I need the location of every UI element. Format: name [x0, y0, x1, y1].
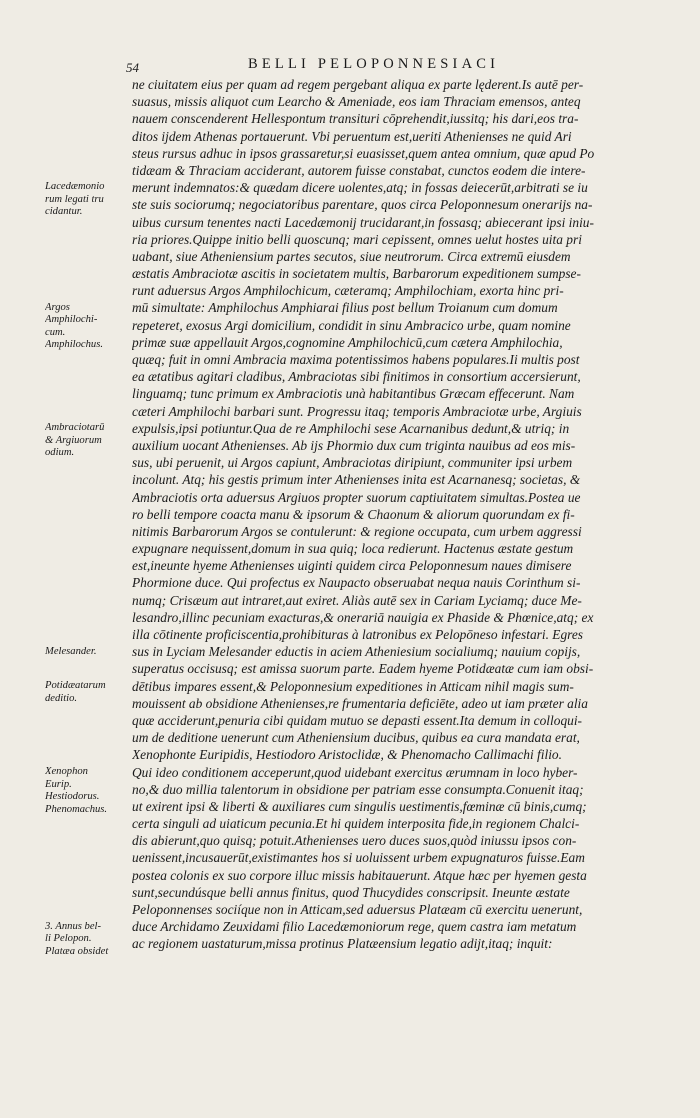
- marginal-note-line: & Argiuorum: [45, 434, 102, 446]
- marginal-note-line: Eurip.: [45, 778, 72, 790]
- text-line: dis abierunt,quo quisq; potuit.Athenienses uero duces suos,quòd iniussu ipsos con-: [132, 833, 577, 849]
- marginal-note-line: li Pelopon.: [45, 933, 92, 945]
- text-line: illa cōtinente proficiscentia,prohibituras à latronibus ex Pelopōneso infestari. Egres: [132, 627, 584, 642]
- text-line: steus rursus adhuc in ipsos grassaretur,si euasisset,quem antea omnium, quæ apud Po: [132, 145, 595, 161]
- text-line: Phormione duce. Qui profectus ex Naupacto obseruabat nequa nauis Corinthum si-: [132, 575, 581, 591]
- text-line: ut exirent ipsi & liberti & auxiliares cum singulis uestimentis,fœminæ cū binis,cumq;: [132, 798, 587, 814]
- text-line: ste suis sociorumq; negociatoribus parentare, quos circa Peloponnesum onerarijs na-: [132, 197, 593, 213]
- text-line: superatus occisusq; est amissa suorum parte. Eadem hyeme Potidæatæ cum iam obsi-: [132, 661, 594, 677]
- text-line: ria priores.Quippe initio belli quoscunq; mari cepissent, omnes uelut hostes uita pri: [132, 231, 582, 247]
- text-line: repeteret, exosus Argi domicilium, condidit in sinu Ambracico urbe, quam nomine: [132, 317, 571, 333]
- text-line: sus in Lyciam Melesander eductis in aciem Atheniesium socialiumq; nauium copijs,: [132, 644, 581, 660]
- marginal-note-line: deditio.: [45, 692, 78, 704]
- marginal-note-line: Hestiodorus.: [45, 791, 100, 803]
- text-line: ac regionem uastaturum,missa protinus Platæensium legatio adijt,itaq; inquit:: [132, 936, 553, 952]
- text-line: postea colonis ex suo corpore illuc missis habitauerunt. Atque hæc per hyemen gesta: [132, 867, 587, 883]
- text-line: nauem conscenderent Hellespontum transituri cōprehendit,iussitq; his dari,eos tra-: [132, 111, 579, 127]
- marginal-note: [45, 680, 131, 705]
- text-line: primæ suæ appellauit Argos,cognomine Amphilochicū,cum cætera Amphilochia,: [132, 334, 563, 350]
- text-line: linguamq; tunc primum ex Ambraciotis unà habitantibus Græcam effecerunt. Nam: [132, 386, 575, 402]
- text-line: merunt indemnatos:& quædam dicere uolentes,atq; in fossas deiecerūt,arbitrati se iu: [132, 180, 588, 196]
- marginal-note-line: Potidæatarum: [45, 680, 106, 691]
- marginal-note-line: Lacedæmonio: [45, 181, 105, 193]
- marginal-note-line: Argos: [45, 301, 70, 313]
- text-line: expugnare nequissent,domum in sua quiq; loca redierunt. Hactenus æstate gestum: [132, 541, 574, 557]
- text-line: suasus, missis aliquot cum Learcho & Ameniade, eos iam Thraciam emensos, anteq: [132, 94, 581, 110]
- text-line: tidæam & Thraciam acciderant, autorem fuisse constabat, cunctos eodem die intere-: [132, 162, 586, 178]
- text-line: duce Archidamo Zeuxidami filio Lacedæmoniorum rege, quem castra iam metatum: [132, 919, 577, 935]
- marginal-note-line: Amphilochi-: [45, 314, 98, 326]
- marginal-note: [45, 302, 131, 352]
- marginal-note-line: 3. Annus bel-: [45, 920, 102, 932]
- marginal-note-line: Ambraciotarū: [45, 422, 105, 433]
- text-line: uenissent,incusauerūt,existimantes hos si uoluissent urbem expugnaturos fuisse.Eam: [132, 850, 585, 866]
- text-line: no,& duo millia talentorum in obsidione per patriam esse consumpta.Conuenit itaq;: [132, 781, 584, 797]
- text-line: certa singuli ad uiaticum pecunia.Et hi quidem interposita fide,in regionem Chalci-: [132, 816, 580, 832]
- text-line: Ambraciotis orta aduersus Argiuos propter suorum captiuitatem simultas.Postea ue: [132, 489, 581, 505]
- text-line: lesandro,illinc pecuniam exacturas,& onerariā nauigia ex Phaside & Phœnice,atq; ex: [132, 609, 594, 625]
- text-line: quæ acciderunt,penuria cibi quidam mutuo se depasti essent.Ita demum in colloqui-: [132, 712, 583, 728]
- text-line: cæteri Amphilochi barbari sunt. Progressu itaq; temporis Ambraciotæ urbe, Argiuis: [132, 403, 582, 419]
- marginal-note: [45, 181, 131, 219]
- marginal-note: [45, 422, 131, 460]
- text-line: sunt,secundúsque belli annus finitus, quod Thucydides conscripsit. Ineunte æstate: [132, 884, 570, 900]
- text-line: um de deditione uenerunt cum Atheniensium ducibus, quibus ea cura mandata erat,: [132, 730, 580, 746]
- marginal-note: [45, 766, 131, 816]
- marginal-note-line: Phenomachus.: [45, 803, 108, 815]
- marginal-note-line: Melesander.: [45, 645, 97, 657]
- text-line: ro belli tempore coacta manu & ipsorum & Chaonum & aliorum quorundam ex fi-: [132, 506, 575, 522]
- text-line: incolunt. Atq; his gestis primum inter Athenienses inita est Acarnanesq; societas, &: [132, 472, 581, 488]
- text-line: ditos ijdem Athenas portauerunt. Vbi peruentum est,ueriti Athenienses ne quid Ari: [132, 128, 572, 144]
- text-line: ne ciuitatem eius per quam ad regem pergebant aliqua ex parte lęderent.Is autē per-: [132, 77, 584, 92]
- text-line: quæq; fuit in omni Ambracia maxima potentissimos habens populares.Ii multis post: [132, 352, 580, 367]
- text-line: Xenophonte Euripidis, Hestiodoro Aristoclidæ, & Phenomacho Callimachi filio.: [132, 747, 562, 763]
- page-number: 54: [126, 60, 139, 75]
- marginal-note-line: Amphilochus.: [45, 339, 103, 351]
- text-line: est,ineunte hyeme Athenienses uiginti quidem circa Peloponnesum naues dimisere: [132, 558, 572, 574]
- text-line: Qui ideo conditionem acceperunt,quod uidebant exercitus ærumnam in loco hyber-: [132, 764, 578, 780]
- marginal-note-line: cum.: [45, 326, 66, 338]
- text-line: uabant, siue Atheniensium partes secutos, siue neutrorum. Circa extremū eiusdem: [132, 248, 571, 264]
- marginal-note-line: Xenophon: [45, 766, 88, 777]
- marginal-note: [45, 646, 131, 659]
- text-line: sus, ubi peruenit, ui Argos capiunt, Ambraciotas diripiunt, communiter ipsi urbem: [132, 455, 573, 471]
- text-line: uibus cursum tenentes nacti Lacedæmonij trucidarant,in fossasq; abiecerant ipsi iniu-: [132, 214, 594, 230]
- marginal-note: [45, 921, 131, 959]
- marginal-note-line: rum legati tru: [45, 193, 104, 205]
- text-line: dētibus impares essent,& Peloponnesium expeditiones in Atticam nihil magis sum-: [132, 678, 574, 694]
- text-line: numq; Crisæum aut intraret,aut exiret. Aliàs autē sex in Cariam Lyciamq; duce Me-: [132, 592, 582, 608]
- text-line: ea ætatibus agitari cladibus, Ambraciotas sibi finitimos in consortium accersierunt,: [132, 369, 581, 385]
- marginal-note-line: odium.: [45, 447, 75, 459]
- text-line: expulsis,ipsi potiuntur.Qua de re Amphilochi sese Acarnanibus dedunt,& utriq; in: [132, 420, 570, 436]
- marginal-note-line: Platæa obsidet: [45, 945, 109, 957]
- text-line: nitimis Barbarorum Argos se contulerunt: & regione occupata, cum urbem aggressi: [132, 523, 582, 539]
- text-line: auxilium uocant Athenienses. Ab ijs Phormio dux cum triginta nauibus ad eos mis-: [132, 437, 576, 453]
- text-line: æstatis Ambraciotæ ascitis in societatem multis, Barbarorum expeditionem sumpse-: [132, 266, 581, 282]
- text-line: mū simultate: Amphilochus Amphiarai filius post bellum Troianum cum domum: [132, 300, 558, 316]
- text-line: runt aduersus Argos Amphilochicum, cæteramq; Amphilochiam, exorta hinc pri-: [132, 283, 564, 299]
- marginal-note-line: cidantur.: [45, 206, 83, 218]
- text-line: mouissent ab obsidione Athenienses,re frumentaria deficiēte, adeo ut iam præter alia: [132, 695, 588, 711]
- running-title: BELLI PELOPONNESIACI: [248, 56, 500, 72]
- main-text-block: [132, 76, 678, 953]
- text-line: Peloponnenses sociíque non in Atticam,sed aduersus Platæam cū exercitu uenerunt,: [132, 902, 583, 917]
